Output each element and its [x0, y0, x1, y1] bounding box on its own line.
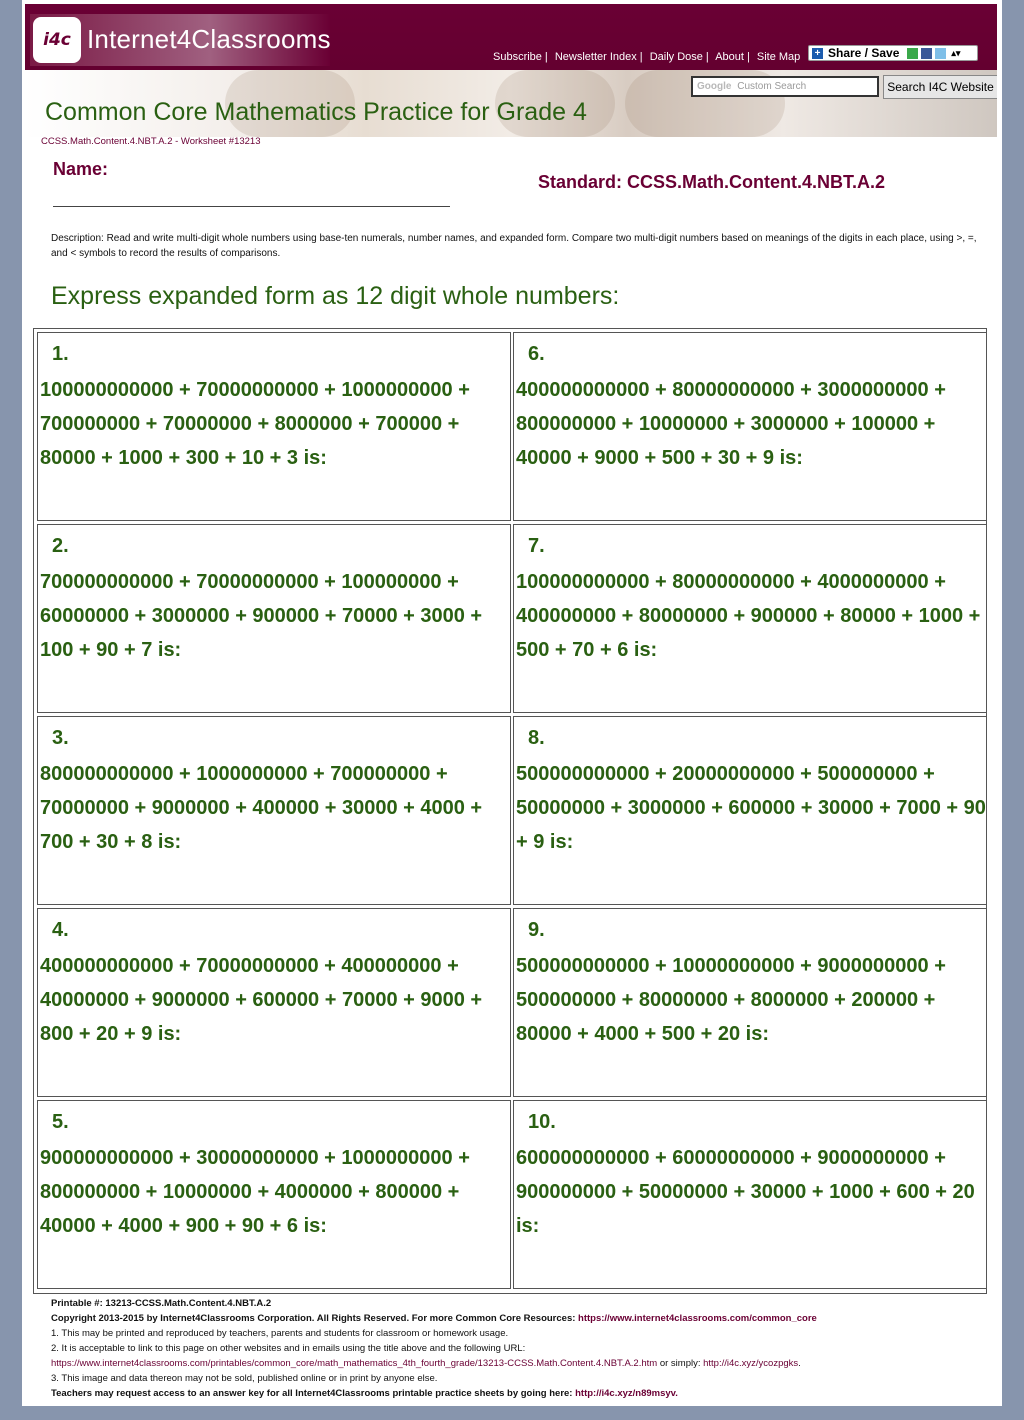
question-text: 600000000000 + 60000000000 + 9000000000 + 900000000 + 50000000 + 30000 + 1000 + 600 + 20 is: — [516, 1147, 975, 1237]
question-cell-2 — [37, 524, 511, 713]
question-text: 400000000000 + 80000000000 + 3000000000 + 800000000 + 10000000 + 3000000 + 100000 + 40000 + 9000 + 500 + 30 + 9 is: — [516, 379, 946, 469]
question-number: 5. — [52, 1111, 69, 1133]
question-number: 8. — [528, 727, 545, 749]
question-cell-8 — [513, 716, 987, 905]
question-cell-9 — [513, 908, 987, 1097]
question-number: 1. — [52, 343, 69, 365]
copyright — [51, 1311, 991, 1326]
question-number: 6. — [528, 343, 545, 365]
search-input[interactable] — [691, 76, 879, 97]
question-number: 10. — [528, 1111, 556, 1133]
question-text: 400000000000 + 70000000000 + 400000000 + 40000000 + 9000000 + 600000 + 70000 + 9000 + 800 + 20 + 9 is: — [40, 955, 483, 1045]
worksheet-url-link[interactable]: https://www.internet4classrooms.com/printables/common_core/math_mathematics_4th_fourth_grade/13213-CCSS.Math.Content.4.NBT.A.2.htm — [51, 1358, 658, 1369]
logo-text: Internet4Classrooms — [87, 24, 331, 54]
google-logo: Google — [697, 81, 732, 92]
page — [22, 0, 1002, 1406]
question-number: 3. — [52, 727, 69, 749]
note-2-or: or simply: — [657, 1358, 704, 1369]
name-line — [53, 206, 450, 207]
share-save-button[interactable] — [808, 45, 978, 61]
breadcrumb[interactable]: CCSS.Math.Content.4.NBT.A.2 - Worksheet #13213 — [41, 136, 261, 147]
question-grid — [33, 328, 987, 1294]
question-cell-5 — [37, 1100, 511, 1289]
short-url-link[interactable]: http://i4c.xyz/ycozpgks — [703, 1358, 799, 1369]
question-cell-1 — [37, 332, 511, 521]
logo-mark-icon: i4c — [33, 17, 81, 63]
question-text: 800000000000 + 1000000000 + 700000000 + 70000000 + 9000000 + 400000 + 30000 + 4000 + 700 + 30 + 8 is: — [40, 763, 483, 853]
note-2-urls: https://www.internet4classrooms.com/printables/common_core/math_mathematics_4th_fourth_grade/13213-CCSS.Math.Content.4.NBT.A.2.htm or simply: http://i4c.xyz/ycozpgks. — [51, 1358, 801, 1369]
question-text: 500000000000 + 10000000000 + 9000000000 + 500000000 + 80000000 + 8000000 + 200000 + 80000 + 4000 + 500 + 20 is: — [516, 955, 946, 1045]
share-dropdown-icon: ▴▾ — [951, 47, 961, 58]
printable-number: Printable #: 13213-CCSS.Math.Content.4.NBT.A.2 — [51, 1298, 272, 1309]
question-number: 7. — [528, 535, 545, 557]
nav-link-daily-dose[interactable]: Daily Dose — [649, 51, 703, 63]
twitter-icon — [935, 48, 946, 59]
note-2: 2. It is acceptable to link to this page on other websites and in emails using the title above and the following URL: — [51, 1343, 526, 1354]
copyright-text: Copyright 2013-2015 by Internet4Classrooms Corporation. All Rights Reserved. For more Common Core Resources: — [51, 1313, 579, 1324]
standard-label: Standard: CCSS.Math.Content.4.NBT.A.2 — [538, 172, 886, 192]
teachers-text: Teachers may request access to an answer key for all Internet4Classrooms printable practice sheets by going here: — [51, 1388, 576, 1399]
question-number: 9. — [528, 919, 545, 941]
name-label: Name: — [53, 159, 109, 179]
common-core-link[interactable]: https://www.internet4classrooms.com/common_core — [578, 1313, 817, 1324]
search-button[interactable]: Search I4C Website — [883, 75, 997, 99]
nav-link-newsletter-index[interactable]: Newsletter Index — [554, 51, 637, 63]
teachers-note — [51, 1386, 991, 1401]
share-plus-icon: + — [812, 48, 823, 59]
description: Description: Read and write multi-digit whole numbers using base-ten numerals, number names, and expanded form. Compare two multi-digit numbers based on meanings of the digits in each place, using >, =, and < symbols to record the results of comparisons. — [51, 233, 977, 259]
nav-link-site-map[interactable]: Site Map — [756, 51, 801, 63]
question-cell-10 — [513, 1100, 987, 1289]
question-text: 100000000000 + 70000000000 + 1000000000 + 700000000 + 70000000 + 8000000 + 700000 + 80000 + 1000 + 300 + 10 + 3 is: — [40, 379, 470, 469]
share-label: Share / Save — [828, 46, 900, 60]
nav-link-subscribe[interactable]: Subscribe — [493, 51, 542, 63]
search-placeholder: Custom Search — [737, 81, 807, 92]
question-text: 900000000000 + 30000000000 + 1000000000 + 800000000 + 10000000 + 4000000 + 800000 + 40000 + 4000 + 900 + 90 + 6 is: — [40, 1147, 470, 1237]
footer — [51, 1296, 991, 1401]
question-cell-6 — [513, 332, 987, 521]
nav-link-about[interactable]: About — [715, 51, 744, 63]
question-number: 2. — [52, 535, 69, 557]
note-3: 3. This image and data thereon may not be sold, published online or in print by anyone else. — [51, 1373, 438, 1384]
page-title: Common Core Mathematics Practice for Grade 4 — [45, 98, 587, 126]
share-email-icon — [907, 48, 918, 59]
question-cell-7 — [513, 524, 987, 713]
site-header — [25, 4, 997, 137]
top-nav: Subscribe | Newsletter Index | Daily Dose | About | Site Map — [493, 51, 801, 63]
question-text: 100000000000 + 80000000000 + 4000000000 + 400000000 + 80000000 + 900000 + 80000 + 1000 + 500 + 70 + 6 is: — [516, 571, 981, 661]
note-1: 1. This may be printed and reproduced by teachers, parents and students for classroom or homework usage. — [51, 1328, 509, 1339]
question-number: 4. — [52, 919, 69, 941]
answer-key-link[interactable]: http://i4c.xyz/n89msyv. — [575, 1388, 678, 1399]
question-cell-4 — [37, 908, 511, 1097]
facebook-icon — [921, 48, 932, 59]
question-text: 500000000000 + 20000000000 + 500000000 + 50000000 + 3000000 + 600000 + 30000 + 7000 + 90 + 9 is: — [516, 763, 986, 853]
question-cell-3 — [37, 716, 511, 905]
question-text: 700000000000 + 70000000000 + 100000000 + 60000000 + 3000000 + 900000 + 70000 + 3000 + 100 + 90 + 7 is: — [40, 571, 483, 661]
instructions-heading: Express expanded form as 12 digit whole numbers: — [51, 282, 620, 310]
